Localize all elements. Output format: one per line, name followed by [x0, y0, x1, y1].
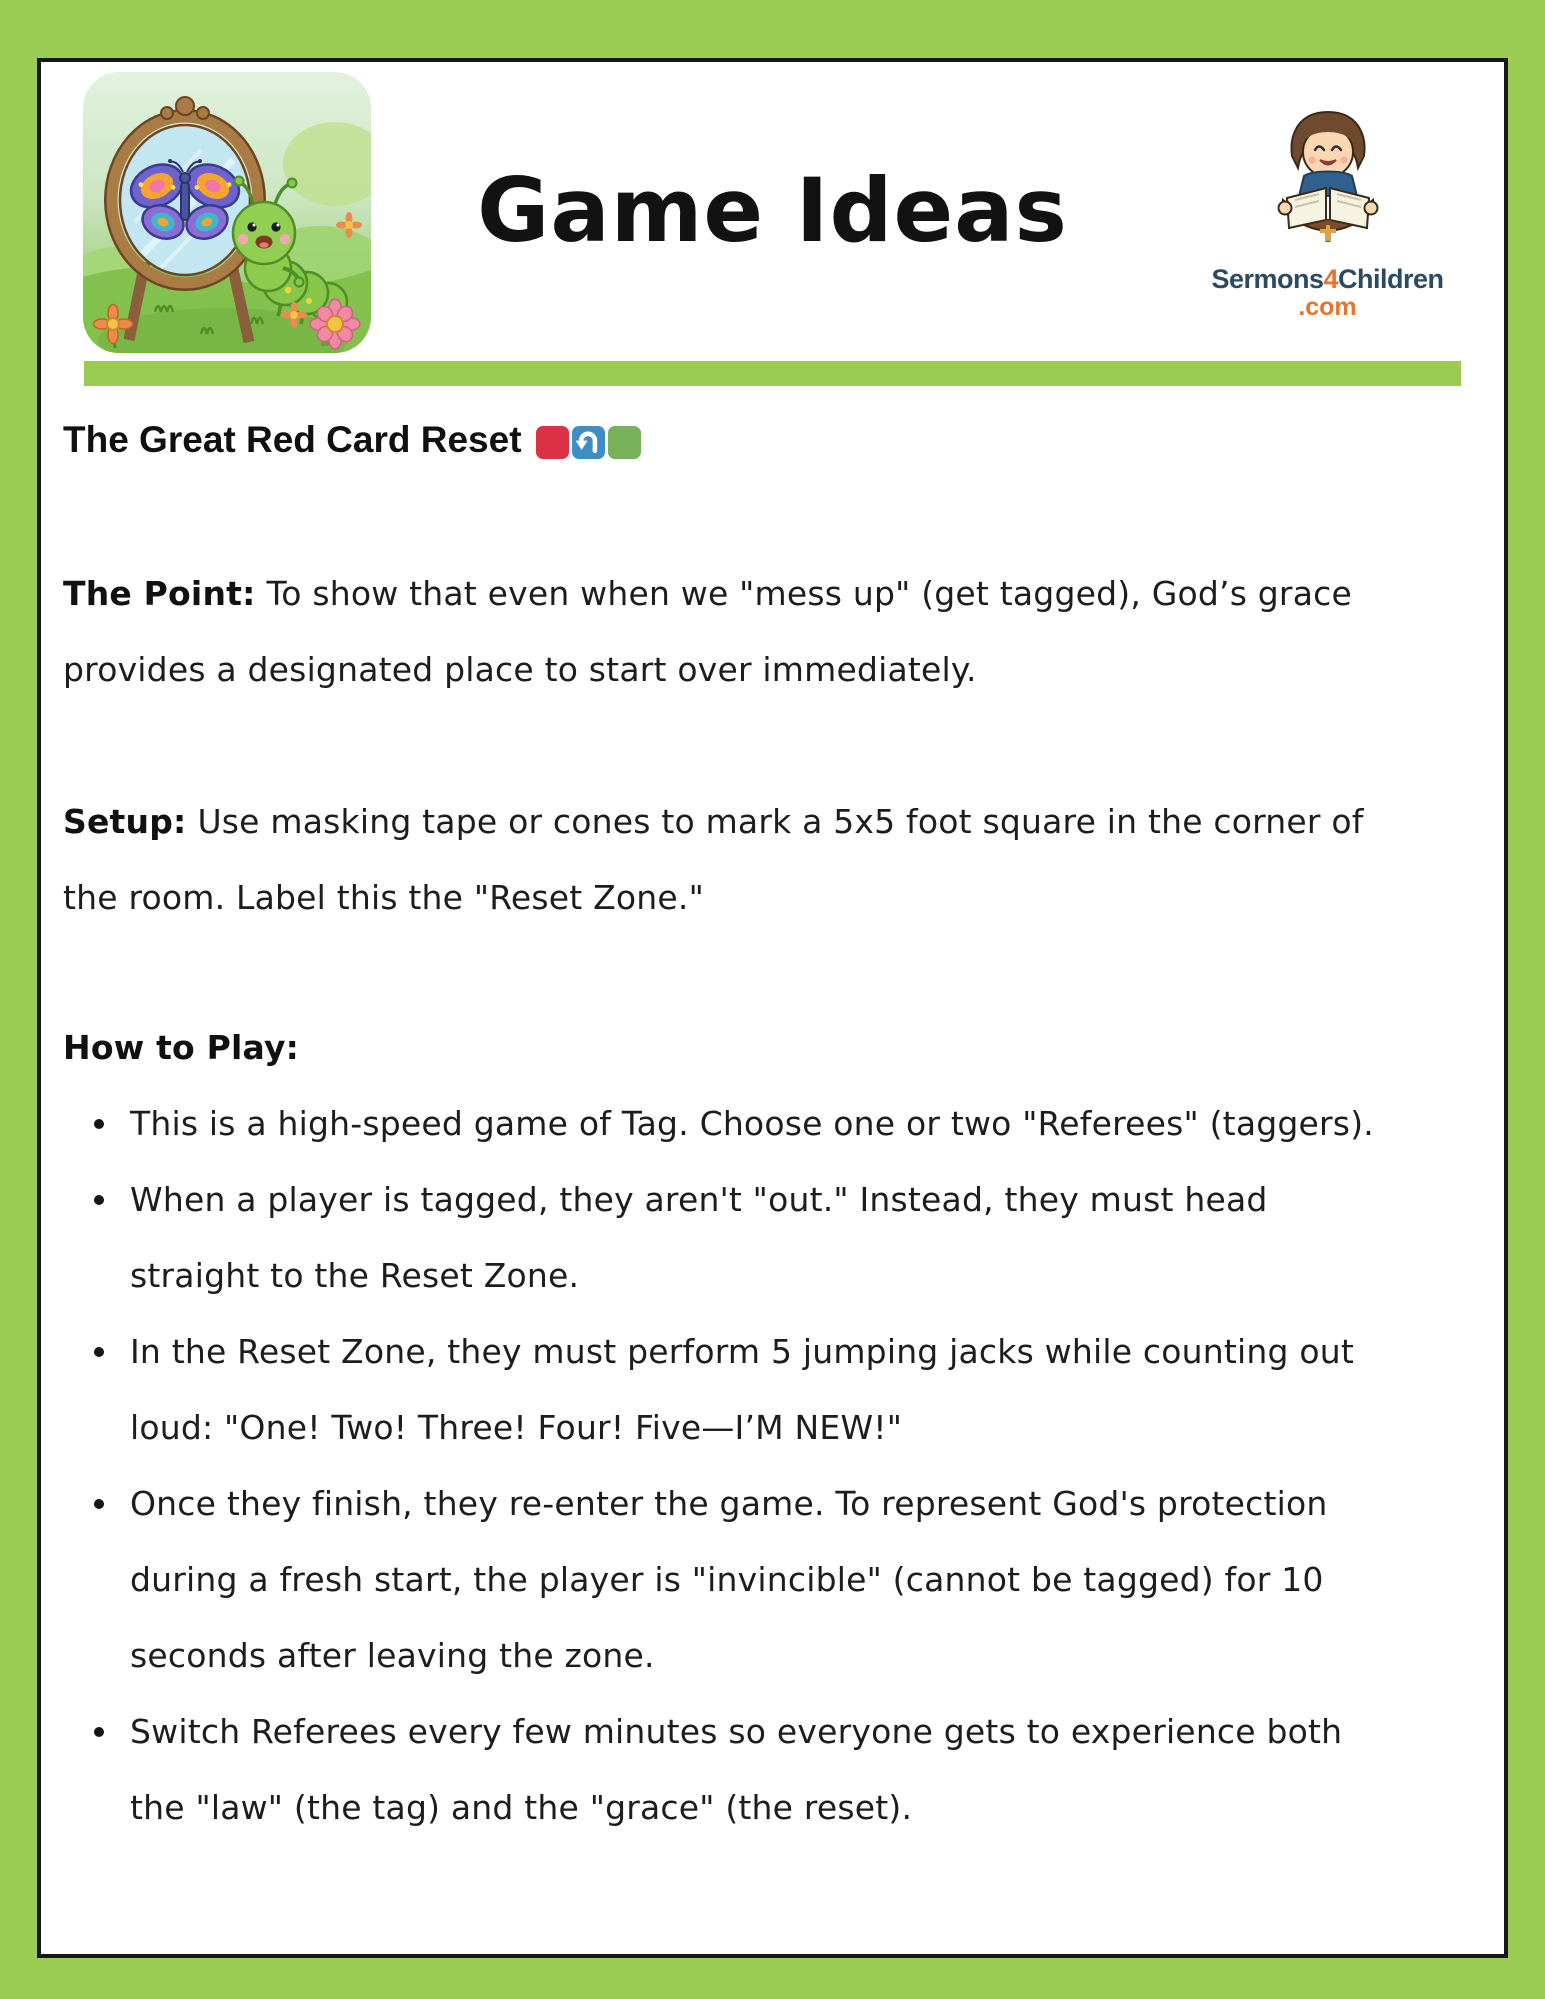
reset-arrow-icon	[572, 426, 605, 459]
bullet-icon	[94, 1727, 104, 1737]
list-item: In the Reset Zone, they must perform 5 jumping jacks while counting out loud: "One! Two! Three! Four! Five—I’M NEW!"	[63, 1314, 1463, 1466]
list-item: Once they finish, they re-enter the game. To represent God's protection during a fresh start, the player is "invincible" (cannot be tagged) for 10 seconds after leaving the zone.	[63, 1466, 1463, 1694]
sermons4children-logo	[1205, 108, 1450, 322]
bullet-icon	[94, 1499, 104, 1509]
brand-sermons: Sermons	[1211, 264, 1324, 294]
brand-4: 4	[1323, 264, 1339, 294]
divider-bar	[84, 361, 1461, 386]
list-item: When a player is tagged, they aren't "out." Instead, they must head straight to the Reset Zone.	[63, 1162, 1463, 1314]
bullet-icon	[94, 1347, 104, 1357]
boy-reading-book-icon	[1267, 108, 1389, 258]
bullet-icon	[94, 1195, 104, 1205]
green-card-icon	[608, 426, 641, 459]
red-card-icon	[536, 426, 569, 459]
brand-name	[1205, 264, 1450, 295]
bullet-icon	[94, 1119, 104, 1129]
card-emojis	[536, 426, 641, 459]
how-to-play-label: How to Play:	[63, 1028, 300, 1067]
list-item: This is a high-speed game of Tag. Choose one or two "Referees" (taggers).	[63, 1086, 1463, 1162]
body-text	[63, 556, 1463, 1846]
page-title: Game Ideas	[477, 159, 1068, 262]
list-item: Switch Referees every few minutes so everyone gets to experience both the "law" (the tag) and the "grace" (the reset).	[63, 1694, 1463, 1846]
setup-paragraph: Setup: Use masking tape or cones to mark a 5x5 foot square in the corner of the room. Label this the "Reset Zone."	[63, 802, 1364, 917]
setup-label: Setup:	[63, 802, 187, 841]
brand-domain: .com	[1298, 293, 1357, 321]
point-label: The Point:	[63, 574, 256, 613]
how-to-play-list	[63, 1086, 1463, 1846]
point-paragraph: The Point: To show that even when we "mess up" (get tagged), God’s grace provides a designated place to start over immediately.	[63, 574, 1352, 689]
brand-children: Children	[1338, 264, 1444, 294]
game-heading-text: The Great Red Card Reset	[63, 419, 522, 460]
game-heading	[63, 418, 641, 462]
